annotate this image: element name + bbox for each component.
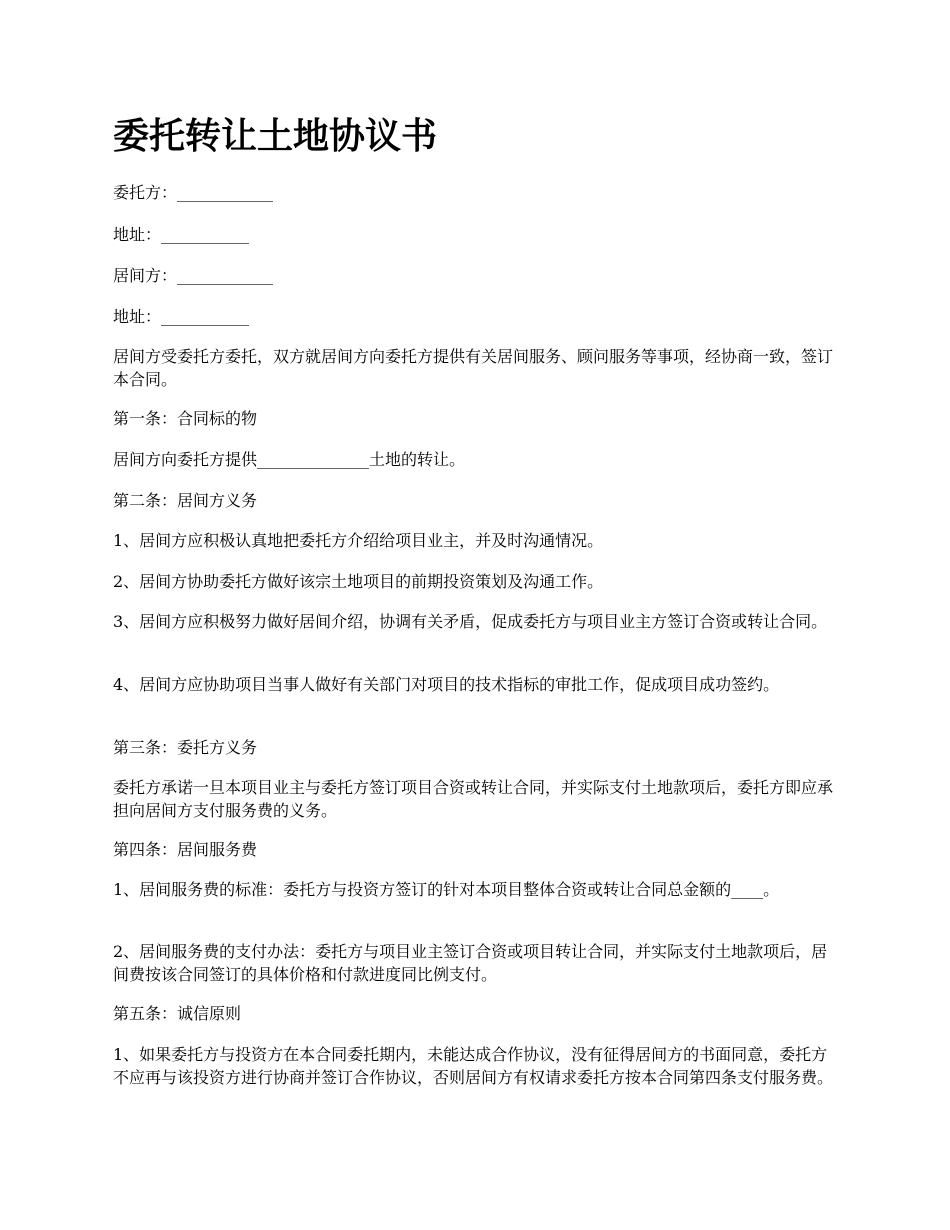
intermediary-address-line: 地址：___________ xyxy=(113,307,250,326)
client-address-line: 地址：___________ xyxy=(113,225,250,244)
preamble-paragraph: 居间方受委托方委托，双方就居间方向委托方提供有关居间服务、顾问服务等事项，经协商一致，签订本合同。 xyxy=(113,347,834,389)
article-3-heading: 第三条：委托方义务 xyxy=(113,738,258,757)
article-2-item-4: 4、居间方应协助项目当事人做好有关部门对项目的技术指标的审批工作，促成项目成功签约。 xyxy=(113,675,780,694)
client-party-line: 委托方：____________ xyxy=(113,183,274,202)
article-2-heading: 第二条：居间方义务 xyxy=(113,491,258,510)
document-title: 委托转让土地协议书 xyxy=(113,115,438,157)
article-4-item-2: 2、居间服务费的支付办法：委托方与项目业主签订合资或项目转让合同，并实际支付土地款项后，居间费按该合同签订的具体价格和付款进度同比例支付。 xyxy=(113,942,828,984)
article-2-item-3: 3、居间方应积极努力做好居间介绍，协调有关矛盾，促成委托方与项目业主方签订合资或转让合同。 xyxy=(113,612,828,631)
article-5-item-1: 1、如果委托方与投资方在本合同委托期内，未能达成合作协议，没有征得居间方的书面同意，委托方不应再与该投资方进行协商并签订合作协议，否则居间方有权请求委托方按本合同第四条支付服务费。 xyxy=(113,1045,834,1087)
article-4-item-1: 1、居间服务费的标准：委托方与投资方签订的针对本项目整体合资或转让合同总金额的____。 xyxy=(113,880,780,899)
article-3-text: 委托方承诺一旦本项目业主与委托方签订项目合资或转让合同，并实际支付土地款项后，委托方即应承担向居间方支付服务费的义务。 xyxy=(113,778,834,820)
article-2-item-2: 2、居间方协助委托方做好该宗土地项目的前期投资策划及沟通工作。 xyxy=(113,572,604,591)
article-4-heading: 第四条：居间服务费 xyxy=(113,840,258,859)
article-1-text: 居间方向委托方提供______________土地的转让。 xyxy=(113,450,466,469)
article-5-heading: 第五条：诚信原则 xyxy=(113,1004,242,1023)
article-2-item-1: 1、居间方应积极认真地把委托方介绍给项目业主，并及时沟通情况。 xyxy=(113,531,604,550)
article-1-heading: 第一条：合同标的物 xyxy=(113,409,258,428)
intermediary-party-line: 居间方：____________ xyxy=(113,266,274,285)
